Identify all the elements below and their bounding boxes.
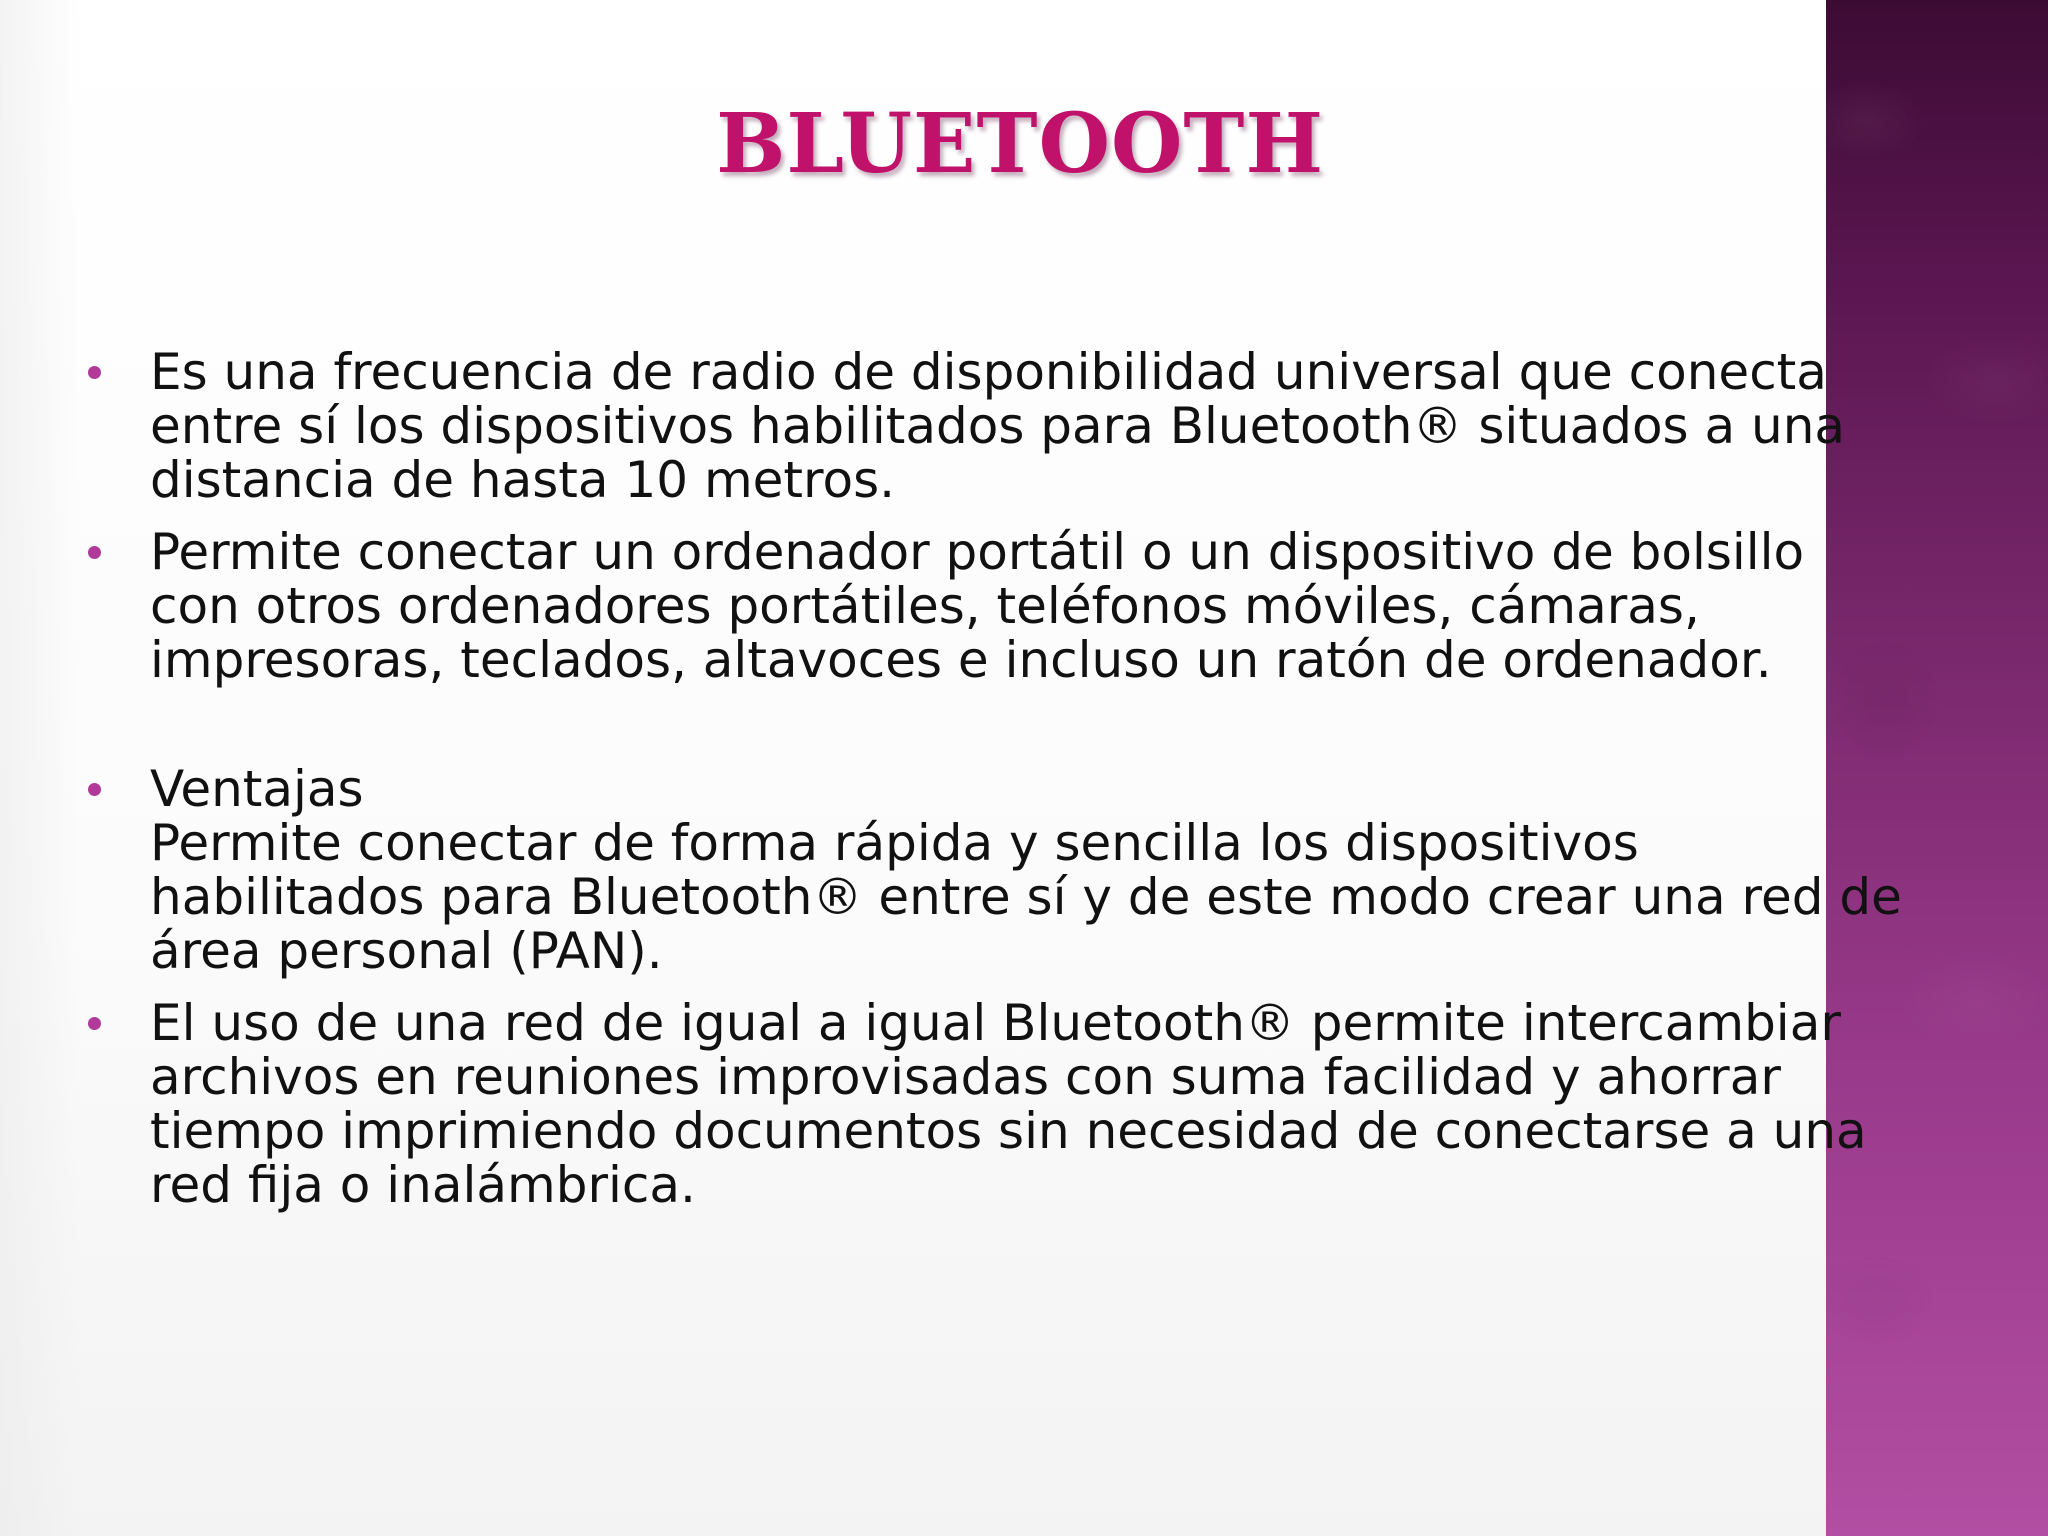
bullet-line: archivos en reuniones improvisadas con suma facilidad y ahorrar (150, 1048, 1781, 1106)
bullet-line: tiempo imprimiendo documentos sin necesidad de conectarse a una (150, 1102, 1867, 1160)
bullet-text (150, 762, 1958, 978)
bullet-item-connect (88, 525, 1958, 687)
bullet-item-ventajas (88, 762, 1958, 978)
bullet-line: Es una frecuencia de radio de disponibilidad universal que conecta (150, 343, 1827, 401)
bullet-text (150, 345, 1958, 507)
bullet-line: impresoras, teclados, altavoces e incluso un ratón de ordenador. (150, 631, 1772, 689)
bullet-line: habilitados para Bluetooth® entre sí y de este modo crear una red de (150, 868, 1902, 926)
left-edge-shading (0, 0, 80, 1536)
bullet-line: entre sí los dispositivos habilitados para Bluetooth® situados a una (150, 397, 1846, 455)
bullet-line: red fija o inalámbrica. (150, 1156, 696, 1214)
bullet-dot-icon (88, 546, 101, 559)
bullet-dot-icon (88, 366, 101, 379)
bullet-dot-icon (88, 1017, 101, 1030)
bullet-list (88, 345, 1958, 1212)
bullet-line: distancia de hasta 10 metros. (150, 451, 896, 509)
bullet-text (150, 996, 1958, 1212)
bullet-item-peer-network (88, 996, 1958, 1212)
bullet-heading: Ventajas (150, 760, 364, 818)
slide-title: BLUETOOTH (716, 96, 1324, 192)
bullet-line: área personal (PAN). (150, 922, 663, 980)
bullet-item-frequency (88, 345, 1958, 507)
bullet-line: Permite conectar un ordenador portátil o un dispositivo de bolsillo (150, 523, 1805, 581)
bullet-text (150, 525, 1958, 687)
bullet-line: Permite conectar de forma rápida y sencilla los dispositivos (150, 814, 1639, 872)
bullet-line: con otros ordenadores portátiles, teléfonos móviles, cámaras, (150, 577, 1700, 635)
bullet-line: El uso de una red de igual a igual Bluetooth® permite intercambiar (150, 994, 1841, 1052)
bullet-dot-icon (88, 783, 101, 796)
